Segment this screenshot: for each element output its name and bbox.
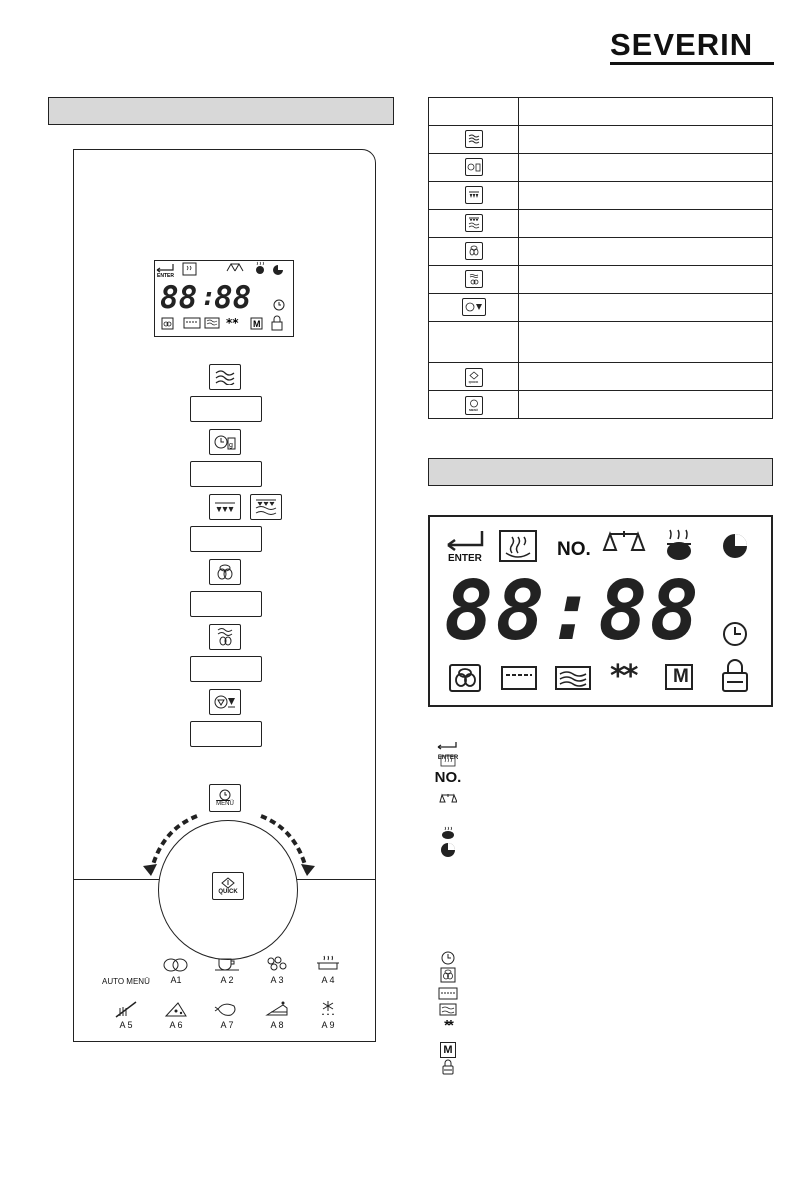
table-header-row	[429, 98, 773, 126]
clock-menu-icon	[218, 789, 232, 801]
program-label: A 3	[270, 975, 284, 985]
program-a9[interactable]	[308, 1000, 348, 1030]
program-label: A 8	[270, 1020, 284, 1030]
defrost-button[interactable]	[209, 689, 241, 715]
program-label: A 6	[169, 1020, 183, 1030]
clock-menu-button[interactable]	[209, 784, 241, 812]
quick-label: QUICK	[218, 888, 238, 895]
program-label: A 4	[321, 975, 335, 985]
quick-start-button[interactable]	[212, 872, 244, 900]
program-label: A 9	[321, 1020, 335, 1030]
grill-button[interactable]	[209, 494, 241, 520]
grill-microwave-icon	[465, 214, 483, 232]
quick-start-icon	[221, 877, 235, 889]
fan-microwave-button[interactable]	[209, 624, 241, 650]
legend-lock-icon	[433, 1059, 463, 1080]
legend-enter-icon: ENTER	[433, 737, 463, 761]
svg-text:g: g	[229, 442, 233, 449]
fan-button[interactable]	[209, 559, 241, 585]
program-label: A1	[170, 975, 182, 985]
table-row	[429, 322, 773, 363]
legend-no-label: NO.	[434, 769, 462, 786]
fan-icon	[465, 242, 483, 260]
program-a3[interactable]	[257, 955, 297, 985]
table-row	[429, 363, 773, 391]
svg-text:88: 88	[214, 280, 252, 316]
grill-icon	[465, 186, 483, 204]
program-label: A 2	[220, 975, 234, 985]
no-label: NO.	[557, 539, 591, 560]
fan-icon	[214, 562, 236, 582]
menu-label: MENÜ	[216, 800, 234, 807]
legend-timer-icon	[433, 842, 463, 863]
mini-lcd-icons	[155, 261, 292, 335]
svg-text:**: **	[226, 316, 239, 330]
chicken-icon	[213, 1000, 241, 1018]
microwave-field	[190, 396, 262, 422]
svg-text:M: M	[253, 319, 261, 329]
cup-icon	[213, 955, 241, 973]
table-row	[429, 391, 773, 419]
table-row	[429, 182, 773, 210]
table-row	[429, 294, 773, 322]
microwave-waves-icon	[214, 369, 236, 385]
section-header-right	[428, 458, 773, 486]
grill-microwave-icon	[254, 498, 278, 516]
manual-m-label: M	[673, 666, 689, 687]
defrost-icon	[214, 694, 236, 710]
program-a8[interactable]	[257, 1000, 297, 1030]
logo-underline	[610, 62, 774, 65]
section-header-left	[48, 97, 394, 125]
defrost-icon	[462, 298, 486, 316]
svg-text::: :	[201, 282, 217, 311]
lcd-digits: 88:88	[444, 564, 701, 659]
defrost-field	[190, 721, 262, 747]
microwave-button[interactable]	[209, 364, 241, 390]
defrost-asterisks: **	[610, 659, 636, 694]
cake-icon	[263, 1000, 291, 1018]
enter-label: ENTER	[448, 553, 482, 564]
fan-microwave-icon	[465, 270, 483, 288]
program-a4[interactable]	[308, 955, 348, 985]
function-table	[428, 97, 773, 419]
program-label: A 5	[119, 1020, 133, 1030]
quick-start-icon: QUICK	[465, 368, 483, 387]
casserole-icon	[314, 955, 342, 973]
microwave-waves-icon	[465, 130, 483, 148]
control-panel	[73, 149, 376, 1042]
legend-m-icon: M	[433, 1040, 463, 1058]
program-a2[interactable]	[207, 955, 247, 985]
program-a7[interactable]	[207, 1000, 247, 1030]
program-label: A 7	[220, 1020, 234, 1030]
grill-icon	[213, 500, 237, 514]
grill-microwave-button[interactable]	[250, 494, 282, 520]
vegetables-icon	[263, 955, 291, 973]
legend-scale-icon	[433, 792, 463, 810]
table-row	[429, 238, 773, 266]
program-a1[interactable]	[156, 955, 196, 985]
table-row	[429, 126, 773, 154]
table-row	[429, 266, 773, 294]
fan-microwave-icon	[215, 626, 235, 648]
table-row	[429, 154, 773, 182]
mini-lcd-display	[154, 260, 294, 337]
program-a6[interactable]	[156, 1000, 196, 1030]
svg-text:ENTER: ENTER	[157, 273, 174, 279]
lcd-display	[428, 515, 773, 707]
bread-icon	[162, 955, 190, 973]
defrost-snowflake-icon	[314, 1000, 342, 1018]
auto-menu-label: AUTO MENÜ	[102, 977, 150, 986]
rotary-dial[interactable]	[158, 820, 298, 960]
grill-field	[190, 526, 262, 552]
legend-defrost-asterisk-icon: **	[444, 1017, 452, 1034]
clock-weight-button[interactable]	[209, 429, 241, 455]
fan-field	[190, 591, 262, 617]
pizza-icon	[162, 1000, 190, 1018]
table-row	[429, 210, 773, 238]
logo-text: SEVERIN	[610, 27, 754, 62]
svg-text:88: 88	[160, 280, 198, 316]
clock-weight-field	[190, 461, 262, 487]
clock-menu-icon: MENÜ	[465, 396, 483, 415]
pasta-icon	[112, 1000, 140, 1018]
clock-weight-icon	[213, 433, 237, 451]
severin-logo	[610, 27, 774, 65]
fan-microwave-field	[190, 656, 262, 682]
clock-weight-icon	[465, 158, 483, 176]
legend-fan-icon	[433, 967, 463, 988]
program-a5[interactable]	[106, 1000, 146, 1030]
